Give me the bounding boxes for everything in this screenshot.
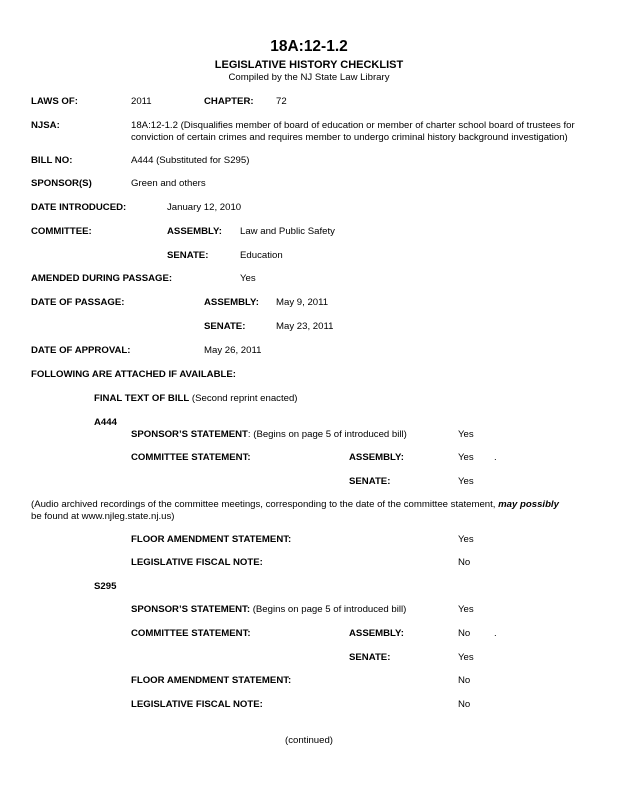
approval-value: May 26, 2011 [204,345,262,356]
a444-senate-value: Yes [458,476,474,487]
a444-sponsor-note: : (Begins on page 5 of introduced bill) [247,429,407,440]
compiled-by: Compiled by the NJ State Law Library [228,72,390,83]
approval-label: DATE OF APPROVAL: [31,345,131,356]
citation-title: 18A:12-1.2 [270,38,348,55]
a444-fiscal-value: No [458,557,471,568]
passage-senate-label: SENATE: [204,321,246,332]
s295-floor-label: FLOOR AMENDMENT STATEMENT: [131,675,292,686]
a444-dot: . [494,452,497,463]
committee-senate-value: Education [240,250,283,261]
bill-no-value: A444 (Substituted for S295) [131,155,250,166]
sponsors-label: SPONSOR(S) [31,178,92,189]
chapter-value: 72 [276,96,287,107]
njsa-line1: 18A:12-1.2 (Disqualifies member of board of education or member of charter school board of trustees for [131,120,575,131]
audio-note-part1: (Audio archived recordings of the committee meetings, corresponding to the date of the committee statement, [31,499,499,510]
a444-assembly-label: ASSEMBLY: [349,452,404,463]
s295-fiscal-value: No [458,699,471,710]
final-text-label: FINAL TEXT OF BILL [94,393,190,404]
a444-floor-value: Yes [458,534,474,545]
s295-sponsor-row [131,604,406,616]
s295-assembly-value: No [458,628,471,639]
a444-floor-label: FLOOR AMENDMENT STATEMENT: [131,534,292,545]
passage-senate-value: May 23, 2011 [276,321,334,332]
s295-senate-label: SENATE: [349,652,391,663]
bill-no-label: BILL NO: [31,155,73,166]
continued-note: (continued) [285,735,333,746]
passage-assembly-label: ASSEMBLY: [204,297,259,308]
a444-committee-label: COMMITTEE STATEMENT: [131,452,251,463]
a444-label: A444 [94,417,117,428]
audio-note-line1 [31,499,559,511]
a444-sponsor-label: SPONSOR’S STATEMENT [131,429,248,440]
njsa-line2: conviction of certain crimes and requires member to undergo criminal history background investigation) [131,132,568,143]
amended-value: Yes [240,273,256,284]
s295-label: S295 [94,581,117,592]
committee-label: COMMITTEE: [31,226,92,237]
s295-assembly-label: ASSEMBLY: [349,628,404,639]
final-text-note: (Second reprint enacted) [191,393,298,404]
s295-sponsor-value: Yes [458,604,474,615]
a444-assembly-value: Yes [458,452,474,463]
s295-committee-label: COMMITTEE STATEMENT: [131,628,251,639]
date-introduced-label: DATE INTRODUCED: [31,202,127,213]
laws-of-value: 2011 [131,96,152,107]
checklist-title: LEGISLATIVE HISTORY CHECKLIST [214,59,404,71]
laws-of-label: LAWS OF: [31,96,78,107]
committee-assembly-label: ASSEMBLY: [167,226,222,237]
s295-fiscal-label: LEGISLATIVE FISCAL NOTE: [131,699,263,710]
attached-heading: FOLLOWING ARE ATTACHED IF AVAILABLE: [31,369,236,380]
s295-floor-value: No [458,675,471,686]
audio-note-emph: may possibly [498,499,559,510]
s295-dot: . [494,628,497,639]
s295-sponsor-note: (Begins on page 5 of introduced bill) [250,604,407,615]
a444-sponsor-row [131,429,407,441]
chapter-label: CHAPTER: [204,96,254,107]
s295-sponsor-label: SPONSOR’S STATEMENT: [131,604,251,615]
committee-senate-label: SENATE: [167,250,209,261]
final-text-row [94,393,298,405]
sponsors-value: Green and others [131,178,206,189]
passage-label: DATE OF PASSAGE: [31,297,125,308]
amended-label: AMENDED DURING PASSAGE: [31,273,173,284]
s295-senate-value: Yes [458,652,474,663]
a444-fiscal-label: LEGISLATIVE FISCAL NOTE: [131,557,263,568]
committee-assembly-value: Law and Public Safety [240,226,335,237]
date-introduced-value: January 12, 2010 [167,202,242,213]
a444-sponsor-value: Yes [458,429,474,440]
a444-senate-label: SENATE: [349,476,391,487]
njsa-label: NJSA: [31,120,60,131]
audio-note-part2: be found at www.njleg.state.nj.us) [31,511,175,522]
passage-assembly-value: May 9, 2011 [276,297,329,308]
